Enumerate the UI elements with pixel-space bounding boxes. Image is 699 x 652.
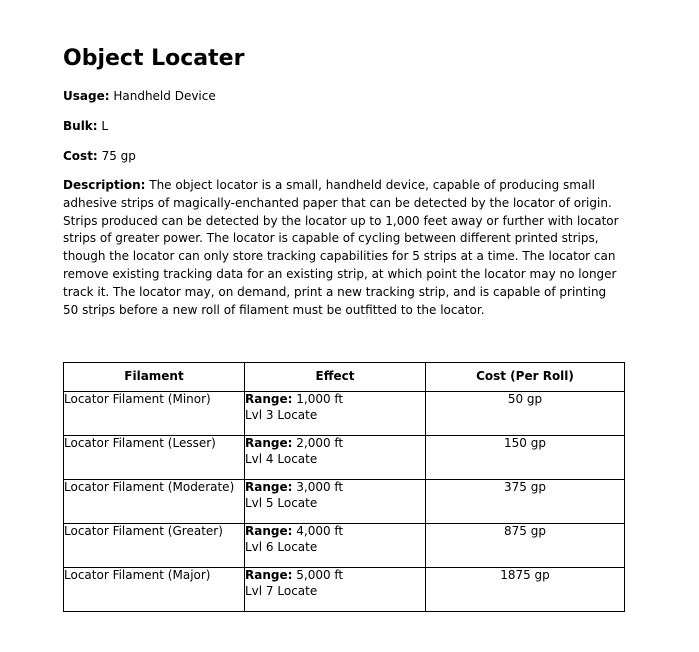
usage-field — [63, 88, 216, 105]
bulk-value: L — [101, 119, 109, 133]
page-title: Object Locater — [63, 46, 245, 71]
cost-value: 75 gp — [101, 149, 136, 163]
range-value: 5,000 ft — [296, 568, 344, 582]
effect-cell — [245, 568, 426, 612]
effect-cell — [245, 436, 426, 480]
cost-cell: 50 gp — [426, 392, 625, 436]
cost-cell: 375 gp — [426, 480, 625, 524]
range-label: Range: — [245, 392, 293, 406]
effect-cell — [245, 392, 426, 436]
range-line — [245, 568, 425, 584]
filament-name-cell: Locator Filament (Major) — [64, 568, 245, 612]
cost-cell: 1875 gp — [426, 568, 625, 612]
header-cost: Cost (Per Roll) — [426, 363, 625, 392]
range-value: 1,000 ft — [296, 392, 344, 406]
range-label: Range: — [245, 524, 293, 538]
locate-line: Lvl 3 Locate — [245, 407, 318, 422]
description-text: The object locator is a small, handheld device, capable of producing small adhesive strips of magically-enchanted paper that can be detected by the locator of origin. Strips produced can be detected by the locator up to 1,000 feet away or further with locator strips of greater power. The locator is capable of cycling between different printed strips, though the locator can only store tracking capabilities for 5 strips at a time. The locator can remove existing tracking data for an existing strip, at which point the locator may no longer track it. The locator may, on demand, print a new tracking strip, and is capable of printing 50 strips before a new roll of filament must be outfitted to the locator. — [63, 178, 619, 317]
effect-cell — [245, 480, 426, 524]
range-label: Range: — [245, 480, 293, 494]
cost-field — [63, 148, 136, 165]
bulk-label: Bulk: — [63, 119, 98, 133]
document-page — [63, 44, 625, 598]
cost-cell: 150 gp — [426, 436, 625, 480]
range-line — [245, 392, 425, 408]
table-row — [64, 436, 625, 480]
filament-table — [63, 362, 625, 612]
header-filament: Filament — [64, 363, 245, 392]
description-label: Description: — [63, 178, 146, 192]
range-line — [245, 436, 425, 452]
filament-name-cell: Locator Filament (Minor) — [64, 392, 245, 436]
range-value: 4,000 ft — [296, 524, 344, 538]
table-row — [64, 480, 625, 524]
table-row — [64, 524, 625, 568]
range-label: Range: — [245, 436, 293, 450]
bulk-field — [63, 118, 108, 135]
cost-cell: 875 gp — [426, 524, 625, 568]
table-row — [64, 568, 625, 612]
filament-name-cell: Locator Filament (Lesser) — [64, 436, 245, 480]
locate-line: Lvl 7 Locate — [245, 583, 318, 598]
usage-value: Handheld Device — [113, 89, 216, 103]
description-field — [63, 177, 625, 319]
usage-label: Usage: — [63, 89, 110, 103]
locate-line: Lvl 6 Locate — [245, 539, 318, 554]
locate-line: Lvl 5 Locate — [245, 495, 318, 510]
range-label: Range: — [245, 568, 293, 582]
cost-label: Cost: — [63, 149, 98, 163]
table-header-row — [64, 363, 625, 392]
range-line — [245, 524, 425, 540]
effect-cell — [245, 524, 426, 568]
range-value: 3,000 ft — [296, 480, 344, 494]
range-line — [245, 480, 425, 496]
locate-line: Lvl 4 Locate — [245, 451, 318, 466]
table-row — [64, 392, 625, 436]
filament-name-cell: Locator Filament (Moderate) — [64, 480, 245, 524]
range-value: 2,000 ft — [296, 436, 344, 450]
filament-name-cell: Locator Filament (Greater) — [64, 524, 245, 568]
header-effect: Effect — [245, 363, 426, 392]
